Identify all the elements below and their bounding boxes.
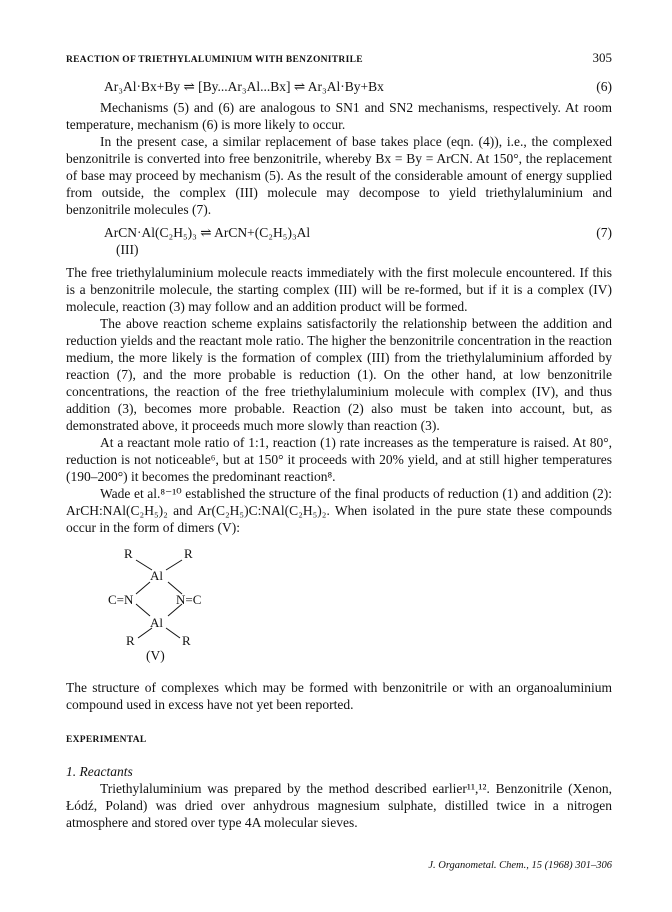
dimer-atom-r-top-right: R — [184, 546, 193, 561]
running-head — [66, 50, 612, 72]
page-number: 305 — [592, 50, 612, 65]
equation-6-number: (6) — [596, 79, 612, 94]
paragraph-reactants: Triethylaluminium was prepared by the method described earlier¹¹,¹². Benzonitrile (Xenon, Łódź, Poland) was dried over anhydrous magnesium sulphate, distilled twice in a nitrogen atmosphere and stored over type 4A molecular sieves. — [66, 781, 612, 830]
paragraph-wade: Wade et al.⁸⁻¹⁰ established the structure of the final products of reduction (1) and addition (2): ArCH:NAl(C₂H₅)₂ and Ar(C₂H₅)C:NAl(C₂H₅)₂. When isolated in the pure state these compounds occur in the form of dimers (V): — [66, 486, 612, 535]
dimer-atom-r-bottom-left: R — [126, 633, 135, 646]
journal-page — [66, 50, 612, 831]
paragraph-structure: The structure of complexes which may be formed with benzonitrile or with an organoaluminium compound used in excess have not yet been reported. — [66, 680, 612, 712]
dimer-label: (V) — [146, 648, 165, 663]
paragraph-present-case: In the present case, a similar replacement of base takes place (eqn. (4)), i.e., the complexed benzonitrile is converted into free benzonitrile, whereby Bx = By = ArCN. At 150°, the replacement of base may proceed by mechanism (5). As the result of the considerable amount of energy supplied from outside, the complex (III) molecule may decompose to yield triethylaluminium and benzonitrile molecules (7). — [66, 134, 612, 217]
journal-citation-footer: J. Organometal. Chem., 15 (1968) 301–306 — [428, 860, 612, 871]
equation-7-number: (7) — [596, 225, 612, 240]
dimer-atom-r-bottom-right: R — [182, 633, 191, 646]
section-heading-experimental: EXPERIMENTAL — [66, 735, 147, 745]
dimer-structure-diagram — [106, 546, 246, 646]
dimer-atom-n-c-right: N=C — [176, 592, 202, 607]
paragraph-mechanisms: Mechanisms (5) and (6) are analogous to SN1 and SN2 mechanisms, respectively. At room temperature, mechanism (6) is more likely to occur. — [66, 100, 612, 132]
equation-7-expression: ArCN·Al(C₂H₅)₃ ⇌ ArCN+(C₂H₅)₃Al — [104, 225, 311, 240]
equation-6-expression: Ar₃Al·Bx+By ⇌ [By...Ar₃Al...Bx] ⇌ Ar₃Al·By+Bx — [104, 79, 384, 94]
dimer-structure-figure — [66, 546, 612, 671]
equation-7 — [66, 224, 612, 241]
dimer-atom-r-top-left: R — [124, 546, 133, 561]
dimer-atom-c-n-left: C=N — [108, 592, 134, 607]
subsection-heading-reactants: 1. Reactants — [66, 764, 133, 779]
equation-6 — [66, 78, 612, 95]
dimer-atom-al-top: Al — [150, 568, 163, 583]
paragraph-reaction-scheme: The above reaction scheme explains satisfactorily the relationship between the addition and reduction yields and the reactant mole ratio. The higher the benzonitrile concentration in the reaction medium, the more likely is the formation of complex (III) from the triethylaluminium afforded by reaction (7), and the more probable is reduction (1). On the other hand, at low benzonitrile concentrations, the reaction of the free triethylaluminium molecule with complex (IV), and thus addition (3), becomes more probable. Reaction (2) also must be taken into account, but, as demonstrated above, it proceeds much more slowly than reaction (3). — [66, 316, 612, 433]
paragraph-mole-ratio: At a reactant mole ratio of 1:1, reaction (1) rate increases as the temperature is raised. At 80°, reduction is not noticeable⁶, but at 150° it proceeds with 20% yield, and at still higher temperatures (190–200°) it becomes the predominant reaction⁸. — [66, 435, 612, 484]
equation-7-compound-label: (III) — [116, 242, 139, 257]
paragraph-free-molecule: The free triethylaluminium molecule reacts immediately with the first molecule encountered. If this is a benzonitrile molecule, the starting complex (III) will be re-formed, but if it is a complex (IV) molecule, reaction (3) may follow and an addition product will be formed. — [66, 265, 612, 314]
running-title: REACTION OF TRIETHYLALUMINIUM WITH BENZONITRILE — [66, 55, 363, 65]
dimer-atom-al-bottom: Al — [150, 615, 163, 630]
